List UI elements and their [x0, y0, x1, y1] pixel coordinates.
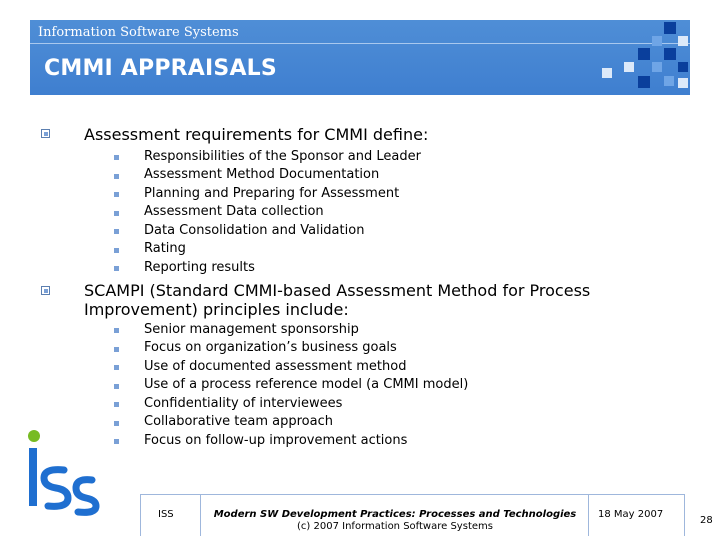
section-heading-2-line2: Improvement) principles include:	[84, 300, 349, 319]
item-bullet	[114, 328, 119, 333]
list-item: Assessment Method Documentation	[144, 167, 380, 182]
section-heading-1: Assessment requirements for CMMI define:	[84, 125, 429, 144]
list-item: Rating	[144, 241, 186, 256]
footer-divider	[200, 494, 201, 536]
slide-title: CMMI APPRAISALS	[44, 56, 277, 81]
iss-logo	[26, 446, 102, 516]
list-item: Data Consolidation and Validation	[144, 223, 365, 238]
list-item: Responsibilities of the Sponsor and Leader	[144, 149, 421, 164]
list-item: Use of a process reference model (a CMMI model)	[144, 377, 469, 392]
item-bullet	[114, 402, 119, 407]
list-item: Planning and Preparing for Assessment	[144, 186, 400, 201]
footer-left: ISS	[158, 509, 174, 520]
item-bullet	[114, 155, 119, 160]
footer-divider	[140, 494, 141, 536]
item-bullet	[114, 192, 119, 197]
logo-dot	[28, 430, 40, 442]
footer-copyright: (c) 2007 Information Software Systems	[297, 521, 493, 532]
section-bullet	[41, 286, 50, 295]
list-item: Senior management sponsorship	[144, 322, 359, 337]
section-heading-2-line1: SCAMPI (Standard CMMI-based Assessment Method for Process	[84, 281, 591, 300]
list-item: Confidentiality of interviewees	[144, 396, 343, 411]
item-bullet	[114, 384, 119, 389]
footer-center	[205, 509, 585, 533]
item-bullet	[114, 248, 119, 253]
item-bullet	[114, 347, 119, 352]
page-number: 28	[700, 515, 713, 526]
footer-divider	[684, 494, 685, 536]
list-item: Reporting results	[144, 260, 255, 275]
list-item: Assessment Data collection	[144, 204, 324, 219]
list-item: Focus on organization’s business goals	[144, 340, 397, 355]
item-bullet	[114, 229, 119, 234]
item-bullet	[114, 211, 119, 216]
list-item: Use of documented assessment method	[144, 359, 407, 374]
section-bullet	[41, 129, 50, 138]
item-bullet	[114, 174, 119, 179]
item-bullet	[114, 365, 119, 370]
list-item: Collaborative team approach	[144, 414, 333, 429]
footer-divider	[588, 494, 589, 536]
header-subtitle: Information Software Systems	[38, 25, 239, 40]
item-bullet	[114, 439, 119, 444]
footer-course-title: Modern SW Development Practices: Processes and Technologies	[213, 509, 577, 520]
item-bullet	[114, 266, 119, 271]
item-bullet	[114, 421, 119, 426]
list-item: Focus on follow-up improvement actions	[144, 433, 408, 448]
footer-rule	[140, 494, 685, 495]
footer-date: 18 May 2007	[598, 509, 664, 520]
header-divider	[30, 43, 690, 44]
